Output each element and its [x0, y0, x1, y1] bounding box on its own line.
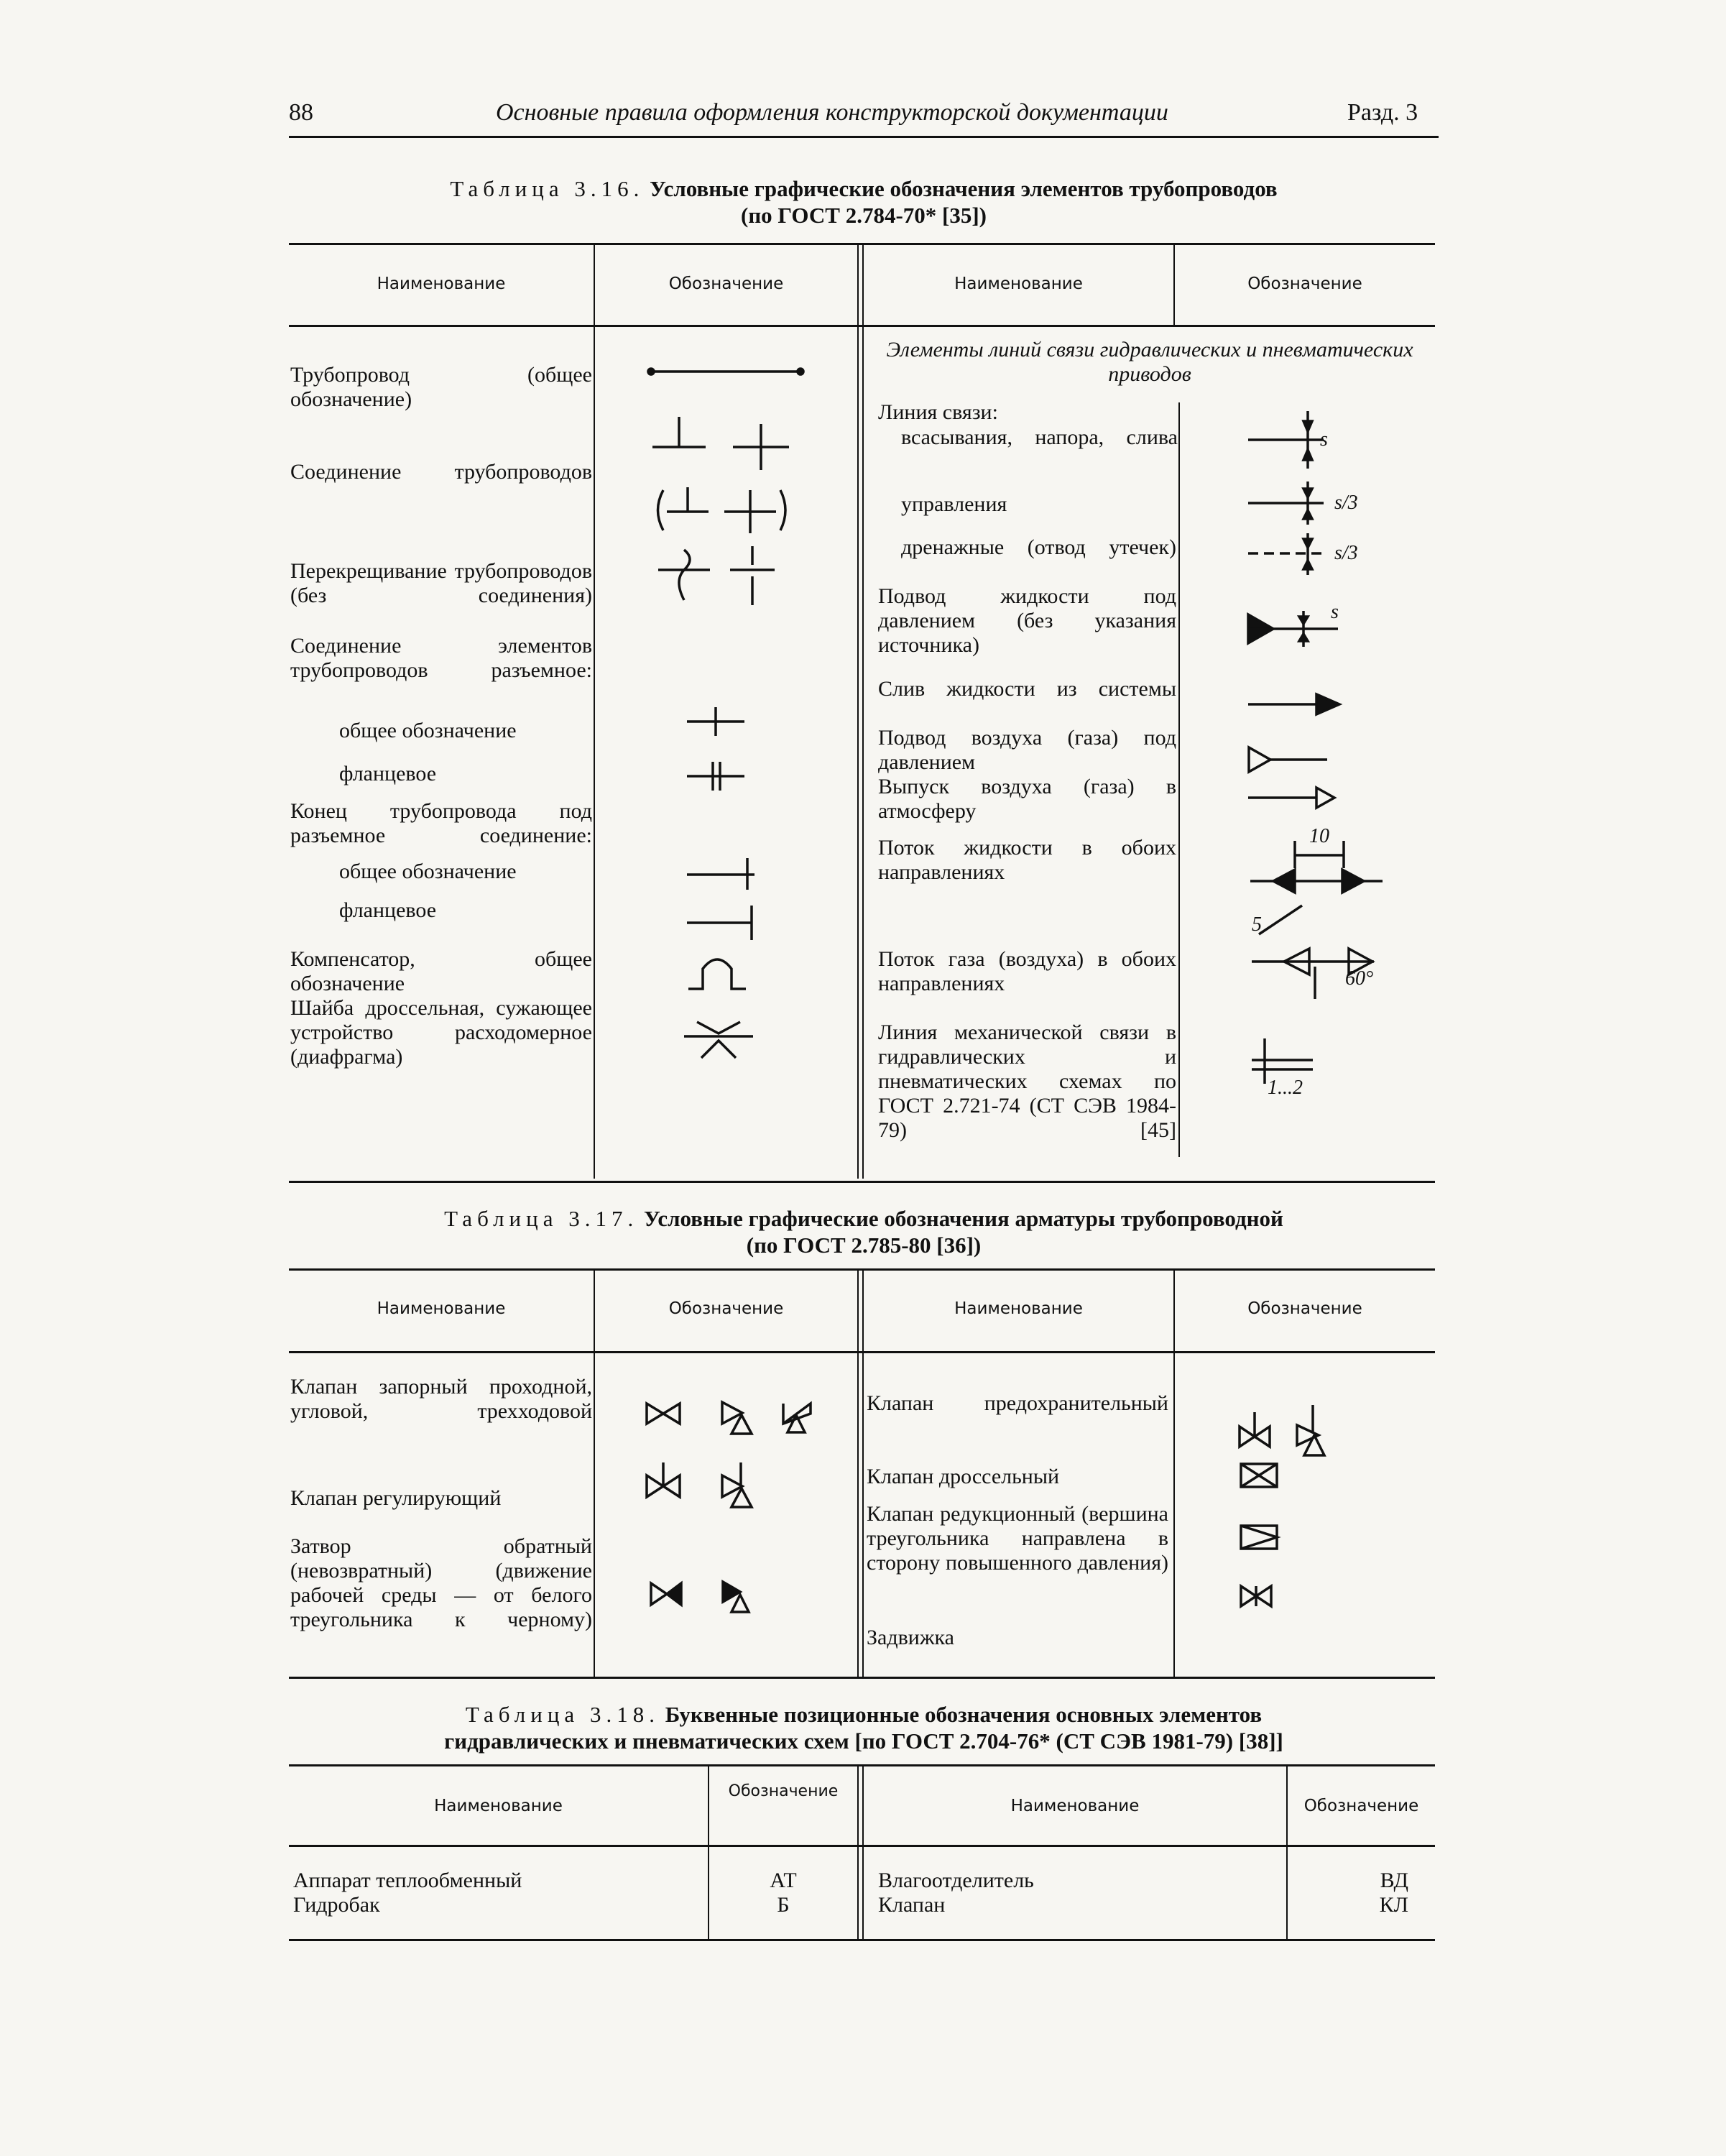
rule	[857, 1766, 859, 1939]
row-hydro-tank: Гидробак	[293, 1893, 380, 1917]
table-317-label: Таблица 3.17.	[444, 1206, 639, 1231]
col-header-name: Наименование	[954, 1299, 1083, 1318]
liquid-bidir-symbol	[1250, 825, 1383, 893]
row-throttle-washer: Шайба дроссельная, сужающее устройство расходомерное (диафрагма)	[290, 996, 592, 1069]
row-reducing-valve: Клапан редукционный (вершина треугольника направлена в сторону повышенного давления)	[867, 1502, 1168, 1575]
section-label: Разд. 3	[1347, 99, 1418, 126]
throttle-valve-symbol	[1241, 1464, 1277, 1487]
row-pipe-end: Конец трубопровода под разъемное соединение:	[290, 799, 592, 847]
row-air-supply: Подвод воздуха (газа) под давлением	[878, 726, 1176, 774]
air-supply-symbol	[1249, 747, 1327, 772]
row-liquid-bidir: Поток жидкости в обоих направлениях	[878, 836, 1176, 884]
rule	[857, 1270, 859, 1677]
row-gas-bidir: Поток газа (воздуха) в обоих направлениях	[878, 947, 1176, 995]
table-317-title: Условные графические обозначения арматуры трубопроводной	[643, 1206, 1283, 1231]
row-detachable-joint: Соединение элементов трубопроводов разъемное:	[290, 634, 592, 682]
col-header-symbol: Обозначение	[1247, 1299, 1362, 1318]
col-header-symbol: Обозначение	[668, 1299, 784, 1318]
label-s3: s/3	[1334, 542, 1358, 564]
gate-valve-symbol	[1241, 1586, 1271, 1606]
label-dim5: 5	[1252, 913, 1262, 936]
col-header-symbol: Обозначение	[1247, 275, 1362, 293]
row-control-valve: Клапан регулирующий	[290, 1486, 502, 1510]
label-s: s	[1320, 428, 1328, 451]
table-317-source: (по ГОСТ 2.785-80 [36])	[746, 1232, 982, 1258]
stop-valve-threeway-symbol	[783, 1404, 811, 1432]
label-range12: 1...2	[1268, 1077, 1303, 1099]
pressure-supply-symbol	[1248, 601, 1339, 647]
rule	[1286, 1766, 1288, 1939]
row-safety-valve: Клапан предохранительный	[867, 1391, 1168, 1415]
running-title: Основные правила оформления конструкторской документации	[496, 99, 1168, 126]
row-gate-valve: Задвижка	[867, 1626, 954, 1649]
row-general: общее обозначение	[339, 719, 517, 742]
table-318-label: Таблица 3.18.	[465, 1702, 660, 1727]
col-header-symbol: Обозначение	[668, 275, 784, 293]
pipeline-symbol	[648, 369, 803, 374]
row-control: управления	[901, 492, 1007, 516]
safety-valve-symbol	[1240, 1405, 1324, 1455]
detachable-joint-symbol	[687, 707, 744, 791]
table-317-caption	[289, 1206, 1439, 1258]
control-valve-symbol	[647, 1462, 752, 1507]
label-s3: s/3	[1334, 492, 1358, 514]
group-hydraulic-links: Элементы линий связи гидравлических и пневматических приводов	[886, 338, 1413, 386]
row-compensator: Компенсатор, общее обозначение	[290, 947, 592, 995]
rule	[289, 1939, 1435, 1941]
page-number: 88	[289, 99, 313, 126]
label-s: s	[1331, 601, 1339, 623]
table-318-caption	[289, 1702, 1439, 1754]
system-drain-symbol	[1248, 694, 1339, 714]
control-line-symbol	[1248, 482, 1358, 525]
table-318-source: гидравлических и пневматических схем [по ГОСТ 2.704-76* (СТ СЭВ 1981-79) [38]]	[444, 1728, 1283, 1754]
table-316-source: (по ГОСТ 2.784-70* [35])	[741, 202, 987, 228]
row-stop-valve: Клапан запорный проходной, угловой, трехходовой	[290, 1375, 592, 1423]
row-flanged: фланцевое	[339, 898, 437, 922]
code-valve: КЛ	[1379, 1893, 1408, 1917]
table-316-caption	[289, 176, 1439, 229]
reducing-valve-symbol	[1241, 1526, 1277, 1549]
row-pipeline: Трубопровод (общее обозначение)	[290, 363, 592, 411]
code-moisture-separator: ВД	[1380, 1869, 1408, 1892]
valve-symbols-column	[595, 1355, 857, 1677]
col-header-code: Обозначение	[1303, 1797, 1419, 1815]
col-header-name: Наименование	[434, 1797, 563, 1815]
row-general: общее обозначение	[339, 860, 517, 883]
air-exhaust-symbol	[1248, 788, 1334, 808]
rule	[862, 244, 864, 1179]
pipe-symbols-column	[595, 331, 857, 1179]
row-suction: всасывания, напора, слива	[901, 425, 1178, 449]
suction-line-symbol	[1248, 411, 1328, 469]
row-pipe-connection: Соединение трубопроводов	[290, 460, 592, 484]
col-header-name: Наименование	[377, 1299, 506, 1318]
rule	[857, 244, 859, 1179]
row-valve: Клапан	[878, 1893, 946, 1917]
throttle-washer-symbol	[684, 1022, 753, 1058]
table-316-label: Таблица 3.16.	[450, 176, 645, 201]
check-valve-symbol	[651, 1582, 749, 1612]
col-header-name: Наименование	[1010, 1797, 1140, 1815]
row-pipe-crossing: Перекрещивание трубопроводов (без соединения)	[290, 559, 592, 607]
rule	[289, 1677, 1435, 1679]
row-mechanical-link: Линия механической связи в гидравлических и пневматических схемах по ГОСТ 2.721-74 (СТ СЭВ 1984-79) [45]	[878, 1021, 1176, 1142]
pipe-end-symbol	[687, 858, 754, 940]
rule	[289, 1181, 1435, 1183]
label-dim10: 10	[1309, 825, 1329, 847]
compensator-symbol	[688, 959, 746, 989]
row-throttle-valve: Клапан дроссельный	[867, 1465, 1060, 1488]
col-header-name: Наименование	[377, 275, 506, 293]
header-rule	[289, 136, 1439, 138]
row-heat-exchanger: Аппарат теплообменный	[293, 1869, 522, 1892]
mechanical-link-symbol	[1252, 1038, 1313, 1099]
label-angle60: 60°	[1345, 967, 1374, 990]
code-hydro-tank: Б	[777, 1893, 790, 1917]
row-moisture-separator: Влагоотделитель	[878, 1869, 1034, 1892]
row-check-valve: Затвор обратный (невозвратный) (движение рабочей среды — от белого треугольника к черному)	[290, 1534, 592, 1631]
table-318-title: Буквенные позиционные обозначения основных элементов	[665, 1702, 1263, 1727]
stop-valve-angle-symbol	[722, 1402, 752, 1434]
row-link-line: Линия связи:	[878, 400, 998, 424]
row-air-exhaust: Выпуск воздуха (газа) в атмосферу	[878, 775, 1176, 823]
col-header-code: Обозначение	[728, 1782, 839, 1800]
link-symbols-column	[1180, 331, 1435, 1179]
pipe-connection-symbol	[652, 417, 789, 533]
valve-symbols-right-column	[1175, 1355, 1435, 1677]
stop-valve-straight-symbol	[647, 1404, 680, 1424]
row-flanged: фланцевое	[339, 762, 437, 786]
rule	[862, 1766, 864, 1939]
gas-bidir-symbol	[1252, 906, 1374, 999]
code-heat-exchanger: АТ	[770, 1869, 797, 1892]
col-header-name: Наименование	[954, 275, 1083, 293]
rule	[862, 1270, 864, 1677]
row-drain: дренажные (отвод утечек)	[901, 535, 1176, 559]
row-drain-system: Слив жидкости из системы	[878, 677, 1176, 701]
pipe-crossing-symbol	[658, 546, 775, 605]
table-316-title: Условные графические обозначения элементов трубопроводов	[650, 176, 1278, 201]
row-pressure-supply: Подвод жидкости под давлением (без указания источника)	[878, 584, 1176, 657]
drain-line-symbol	[1248, 533, 1358, 575]
